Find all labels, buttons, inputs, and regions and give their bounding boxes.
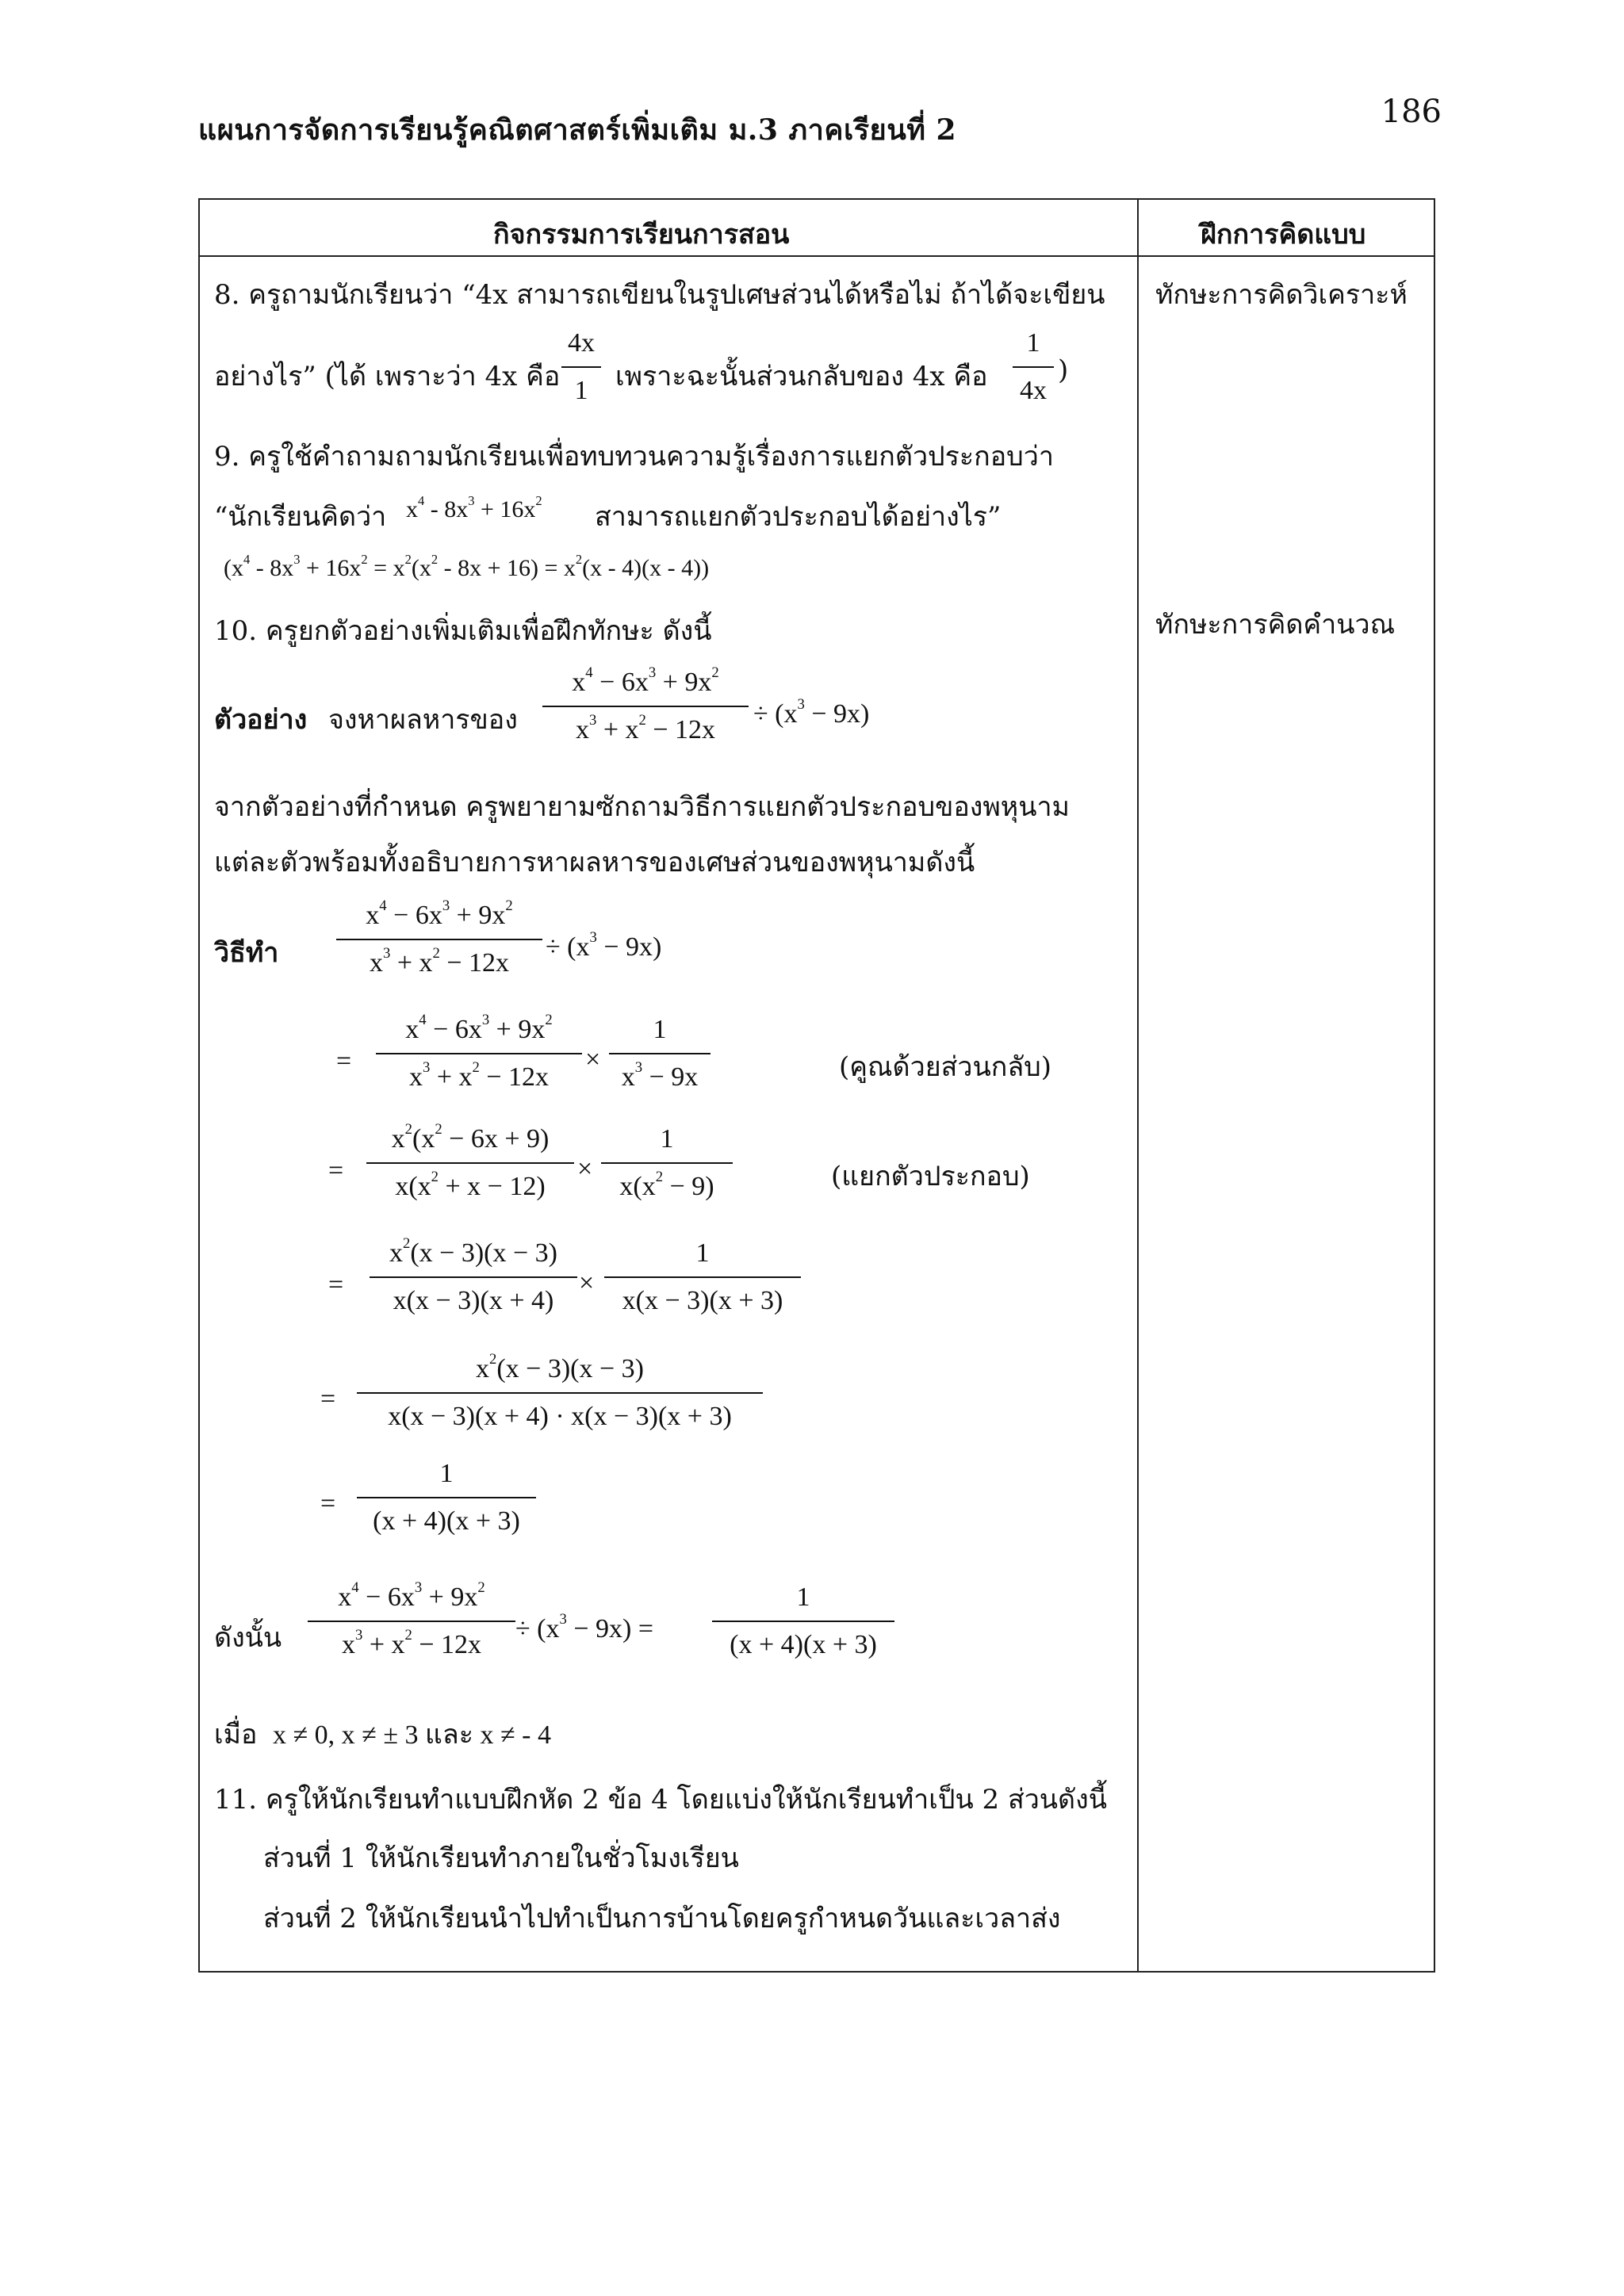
item8-line1: 8. ครูถามนักเรียนว่า “4x สามารถเขียนในรูปเศษส่วนได้หรือไม่ ถ้าได้จะเขียน [214, 279, 1105, 311]
item9-line2b: สามารถแยกตัวประกอบได้อย่างไร” [595, 501, 1002, 533]
item9-line1: 9. ครูใช้คำถามถามนักเรียนเพื่อทบทวนความรู้เรื่องการแยกตัวประกอบว่า [214, 441, 1054, 473]
item8-line2a: อย่างไร” (ได้ เพราะว่า 4x คือ [214, 361, 561, 392]
document-title: แผนการจัดการเรียนรู้คณิตศาสตร์เพิ่มเติม ม.3 ภาคเรียนที่ 2 [198, 113, 957, 147]
lesson-table [198, 198, 1435, 1973]
fraction-numerator: 1 [1026, 328, 1040, 358]
times-sign: × [579, 1269, 595, 1298]
times-sign: × [585, 1045, 601, 1074]
equals-sign: = [320, 1489, 336, 1518]
fraction-denominator: 4x [1020, 376, 1047, 405]
when-label: เมื่อ [214, 1719, 258, 1751]
solution-step0-fraction: $x^4 - 6x^3 + 9x^2$ $x^3 + x^2 - 12x$ [336, 901, 542, 978]
polynomial-expression: $x^4 - 8x^3 + 16x^2$ [406, 493, 542, 522]
step3-fraction-a: $x^2(x - 3)(x - 3)$ x(x − 3)(x + 4) [370, 1238, 577, 1316]
fraction-4x-over-1 [561, 328, 601, 406]
equals-sign: = [336, 1047, 352, 1076]
item8-line2b: เพราะฉะนั้นส่วนกลับของ 4x คือ [615, 361, 988, 392]
item10-line1: 10. ครูยกตัวอย่างเพิ่มเติมเพื่อฝึกทักษะ ดังนี้ [214, 615, 712, 647]
page-number: 186 [1381, 94, 1442, 130]
equals-sign: = [328, 1270, 344, 1299]
domain-condition: x ≠ 0, x ≠ ± 3 และ x ≠ - 4 [273, 1720, 551, 1750]
final-rhs-fraction: 1 (x + 4)(x + 3) [712, 1582, 894, 1660]
item11-line1: 11. ครูให้นักเรียนทำแบบฝึกหัด 2 ข้อ 4 โดยแบ่งให้นักเรียนทำเป็น 2 ส่วนดังนี้ [214, 1784, 1107, 1816]
note-factor: (แยกตัวประกอบ) [831, 1161, 1030, 1192]
item8-line2c: ) [1058, 354, 1069, 386]
item11-line2: ส่วนที่ 1 ให้นักเรียนทำภายในชั่วโมงเรียน [263, 1843, 739, 1874]
divide-expression: ÷ $(x^3 - 9x)$ [546, 929, 662, 962]
example-label: ตัวอย่าง [214, 704, 308, 736]
fraction-numerator: 4x [568, 328, 595, 358]
column-divider [1137, 200, 1139, 1971]
note-reciprocal: (คูณด้วยส่วนกลับ) [839, 1051, 1051, 1083]
factorization-answer: $(x^4 - 8x^3 + 16x^2 = x^2(x^2 - 8x + 16) = x^2(x - 4)(x - 4))$ [224, 552, 710, 581]
header-divider [200, 255, 1434, 257]
skill-calculation: ทักษะการคิดคำนวณ [1155, 609, 1396, 641]
step5-fraction: 1 (x + 4)(x + 3) [357, 1459, 536, 1536]
step1-fraction-a: $x^4 - 6x^3 + 9x^2$ $x^3 + x^2 - 12x$ [376, 1015, 582, 1093]
skill-column-header: ฝึกการคิดแบบ [1201, 219, 1366, 251]
step4-fraction: $x^2(x - 3)(x - 3)$ x(x − 3)(x + 4) · x(x − 3)(x + 3) [357, 1354, 763, 1432]
item10-para2: แต่ละตัวพร้อมทั้งอธิบายการหาผลหารของเศษส่วนของพหุนามดังนี้ [214, 847, 975, 878]
item11-line3: ส่วนที่ 2 ให้นักเรียนนำไปทำเป็นการบ้านโดยครูกำหนดวันและเวลาส่ง [263, 1903, 1061, 1934]
activity-column-header: กิจกรรมการเรียนการสอน [493, 219, 790, 251]
times-sign: × [577, 1154, 593, 1184]
example-fraction: $x^4 - 6x^3 + 9x^2$ $x^3 + x^2 - 12x$ [542, 668, 749, 745]
step1-fraction-b: 1 $x^3 - 9x$ [609, 1015, 710, 1093]
example-text: จงหาผลหารของ [328, 704, 518, 736]
therefore-label: ดังนั้น [214, 1622, 282, 1654]
equals-sign: = [320, 1384, 336, 1414]
fraction-denominator: 1 [574, 376, 588, 405]
item9-line2a: “นักเรียนคิดว่า [214, 501, 387, 533]
skill-analytical: ทักษะการคิดวิเคราะห์ [1155, 279, 1408, 311]
final-lhs-fraction: $x^4 - 6x^3 + 9x^2$ $x^3 + x^2 - 12x$ [308, 1582, 515, 1660]
step2-fraction-b: 1 $x(x^2 - 9)$ [601, 1124, 733, 1202]
divide-expression: ÷ $(x^3 - 9x)$ = [515, 1611, 653, 1644]
step3-fraction-b: 1 x(x − 3)(x + 3) [604, 1238, 801, 1316]
step2-fraction-a: $x^2(x^2 - 6x + 9)$ $x(x^2 + x - 12)$ [366, 1124, 574, 1202]
item10-para1: จากตัวอย่างที่กำหนด ครูพยายามซักถามวิธีการแยกตัวประกอบของพหุนาม [214, 791, 1070, 823]
equals-sign: = [328, 1156, 344, 1185]
divide-expression: ÷ $(x^3 - 9x)$ [753, 696, 870, 729]
solution-label: วิธีทำ [214, 937, 279, 969]
fraction-1-over-4x [1013, 328, 1054, 406]
